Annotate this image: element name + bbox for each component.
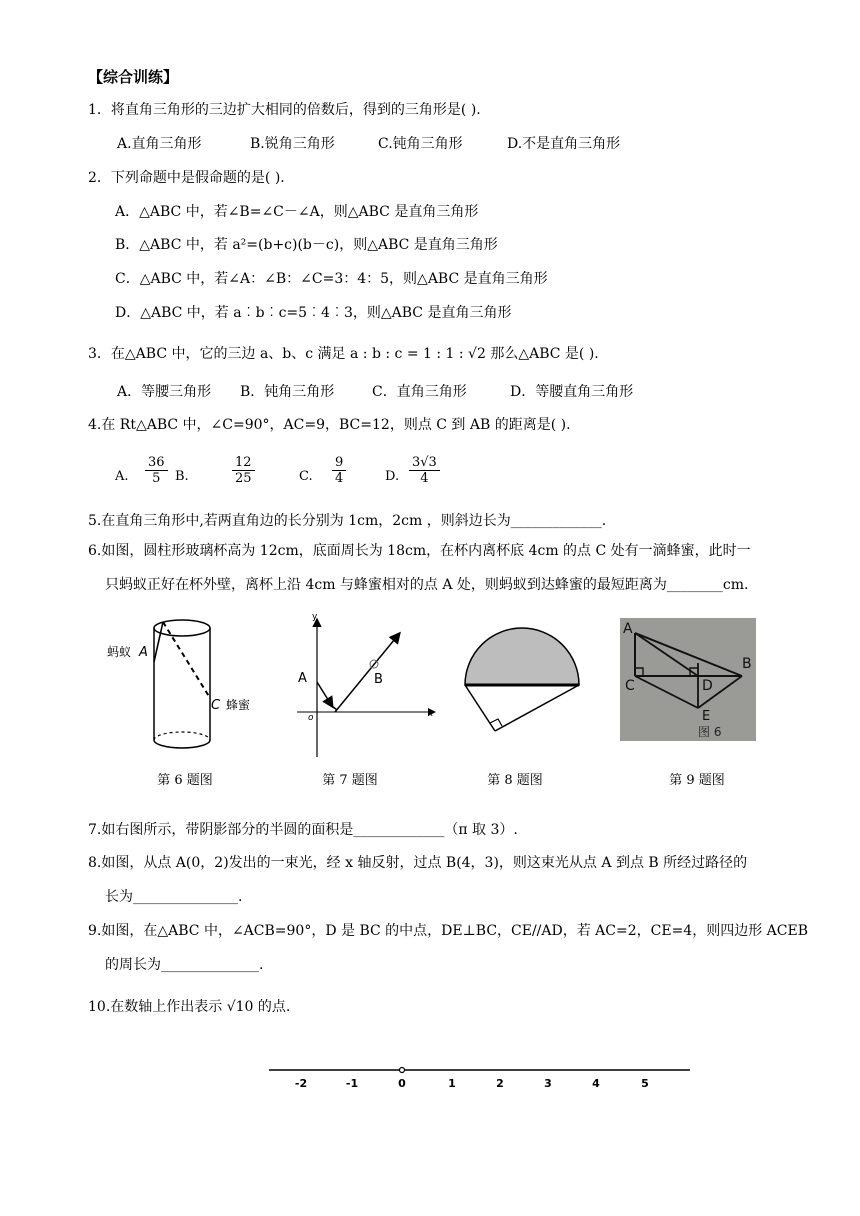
fig9-point-d: D [702, 678, 713, 694]
figure-6-caption: 第 6 题图 [157, 773, 213, 788]
fig6-ant-label: 蚂蚁 [107, 645, 132, 659]
tick-label-2: 2 [496, 1077, 504, 1090]
figure-9-caption: 第 9 题图 [669, 773, 725, 788]
tick-label-1: 1 [448, 1077, 456, 1090]
q3-option-a: A．等腰三角形 [117, 384, 212, 400]
q4-label-c: C. [299, 469, 313, 484]
q2-option-b: B．△ABC 中，若 a²=(b+c)(b－c)，则△ABC 是直角三角形 [115, 237, 498, 253]
q4-label-d: D. [385, 469, 400, 484]
q3-option-c: C．直角三角形 [372, 384, 467, 400]
q4-frac-c-den: 4 [335, 471, 344, 486]
q6-line-1: 6.如图，圆柱形玻璃杯高为 12cm，底面周长为 18cm，在杯内离杯底 4cm 的点 C 处有一滴蜂蜜，此时一 [88, 543, 751, 559]
q4-label-b: B. [175, 469, 189, 484]
figure-7-reflection [292, 612, 442, 760]
q1-option-a: A.直角三角形 [117, 136, 202, 152]
q3-option-d: D．等腰直角三角形 [510, 384, 634, 400]
q2-option-a: A．△ABC 中，若∠B=∠C－∠A，则△ABC 是直角三角形 [115, 204, 479, 220]
q1-stem: 1．将直角三角形的三边扩大相同的倍数后，得到的三角形是( ). [88, 102, 481, 118]
fig7-point-b: B [374, 672, 383, 687]
fig6-honey-label: 蜂蜜 [226, 698, 251, 712]
fig7-origin-label: o [308, 713, 314, 723]
q4-frac-c [332, 455, 346, 486]
fig9-figure-tag: 图 6 [698, 725, 722, 739]
fig7-y-axis-label: y [312, 612, 318, 622]
q4-frac-d-num: 3√3 [409, 455, 440, 471]
q5-text: 5.在直角三角形中,若两直角边的长分别为 1cm，2cm ，则斜边长为_____________. [88, 513, 607, 529]
q4-frac-a-den: 5 [152, 471, 161, 486]
q4-frac-d-den: 4 [420, 471, 429, 486]
fig9-point-b: B [742, 656, 752, 672]
figure-8-caption: 第 8 题图 [487, 773, 543, 788]
q4-frac-a [145, 455, 168, 486]
q4-stem: 4.在 Rt△ABC 中，∠C=90°，AC=9，BC=12，则点 C 到 AB 的距离是( ). [88, 417, 571, 433]
figure-9-photo [620, 618, 756, 741]
q2-option-d: D．△ABC 中，若 a︰b︰c=5︰4︰3，则△ABC 是直角三角形 [115, 305, 512, 321]
tick-label-neg2: -2 [294, 1077, 308, 1090]
fig9-point-a: A [623, 621, 633, 637]
q3-stem: 3．在△ABC 中，它的三边 a、b、c 满足 a : b : c = 1 : 1 : √2 那么△ABC 是( ). [88, 346, 599, 362]
q7-text: 7.如右图所示，带阴影部分的半圆的面积是_____________（π 取 3）. [88, 822, 518, 838]
q1-option-c: C.钝角三角形 [378, 136, 463, 152]
tick-label-4: 4 [592, 1077, 600, 1090]
q4-frac-d [409, 455, 440, 486]
q4-frac-c-num: 9 [332, 455, 346, 471]
q6-line-2: 只蚂蚁正好在杯外壁，离杯上沿 4cm 与蜂蜜相对的点 A 处，则蚂蚁到达蜂蜜的最短距离为________cm. [105, 577, 749, 593]
q1-option-d: D.不是直角三角形 [507, 136, 621, 152]
q9-line-2: 的周长为______________. [105, 957, 264, 973]
q2-option-c: C．△ABC 中，若∠A：∠B：∠C=3：4：5，则△ABC 是直角三角形 [115, 271, 548, 287]
q4-frac-b-num: 12 [232, 455, 255, 471]
q4-frac-b-den: 25 [235, 471, 252, 486]
fig7-x-axis-label: x [428, 709, 434, 719]
section-title: 【综合训练】 [88, 68, 179, 86]
fig9-point-c: C [625, 678, 635, 694]
fig6-point-c: C [211, 698, 221, 713]
q8-line-1: 8.如图，从点 A(0，2)发出的一束光，经 x 轴反射，过点 B(4，3)，则这束光从点 A 到点 B 所经过路径的 [88, 855, 748, 871]
q9-line-1: 9.如图，在△ABC 中，∠ACB=90°，D 是 BC 的中点，DE⊥BC，CE//AD，若 AC=2，CE=4，则四边形 ACEB [88, 923, 808, 939]
fig7-point-a: A [298, 671, 307, 686]
q4-frac-b [232, 455, 255, 486]
fig6-point-a: A [139, 645, 148, 660]
number-line [265, 1060, 695, 1092]
q10-text: 10.在数轴上作出表示 √10 的点. [88, 999, 291, 1015]
figure-7-caption: 第 7 题图 [322, 773, 378, 788]
tick-label-5: 5 [641, 1077, 649, 1090]
tick-label-0: 0 [398, 1077, 406, 1090]
q8-line-2: 长为_______________. [105, 889, 243, 905]
q3-option-b: B．钝角三角形 [240, 384, 335, 400]
figure-8-semicircle [460, 615, 585, 740]
fig9-point-e: E [702, 709, 711, 724]
tick-label-neg1: -1 [345, 1077, 359, 1090]
q4-frac-a-num: 36 [145, 455, 168, 471]
q1-option-b: B.锐角三角形 [250, 136, 335, 152]
tick-label-3: 3 [544, 1077, 552, 1090]
figure-6-cylinder [105, 610, 265, 760]
q2-stem: 2．下列命题中是假命题的是( ). [88, 170, 285, 186]
q4-label-a: A. [115, 469, 129, 484]
